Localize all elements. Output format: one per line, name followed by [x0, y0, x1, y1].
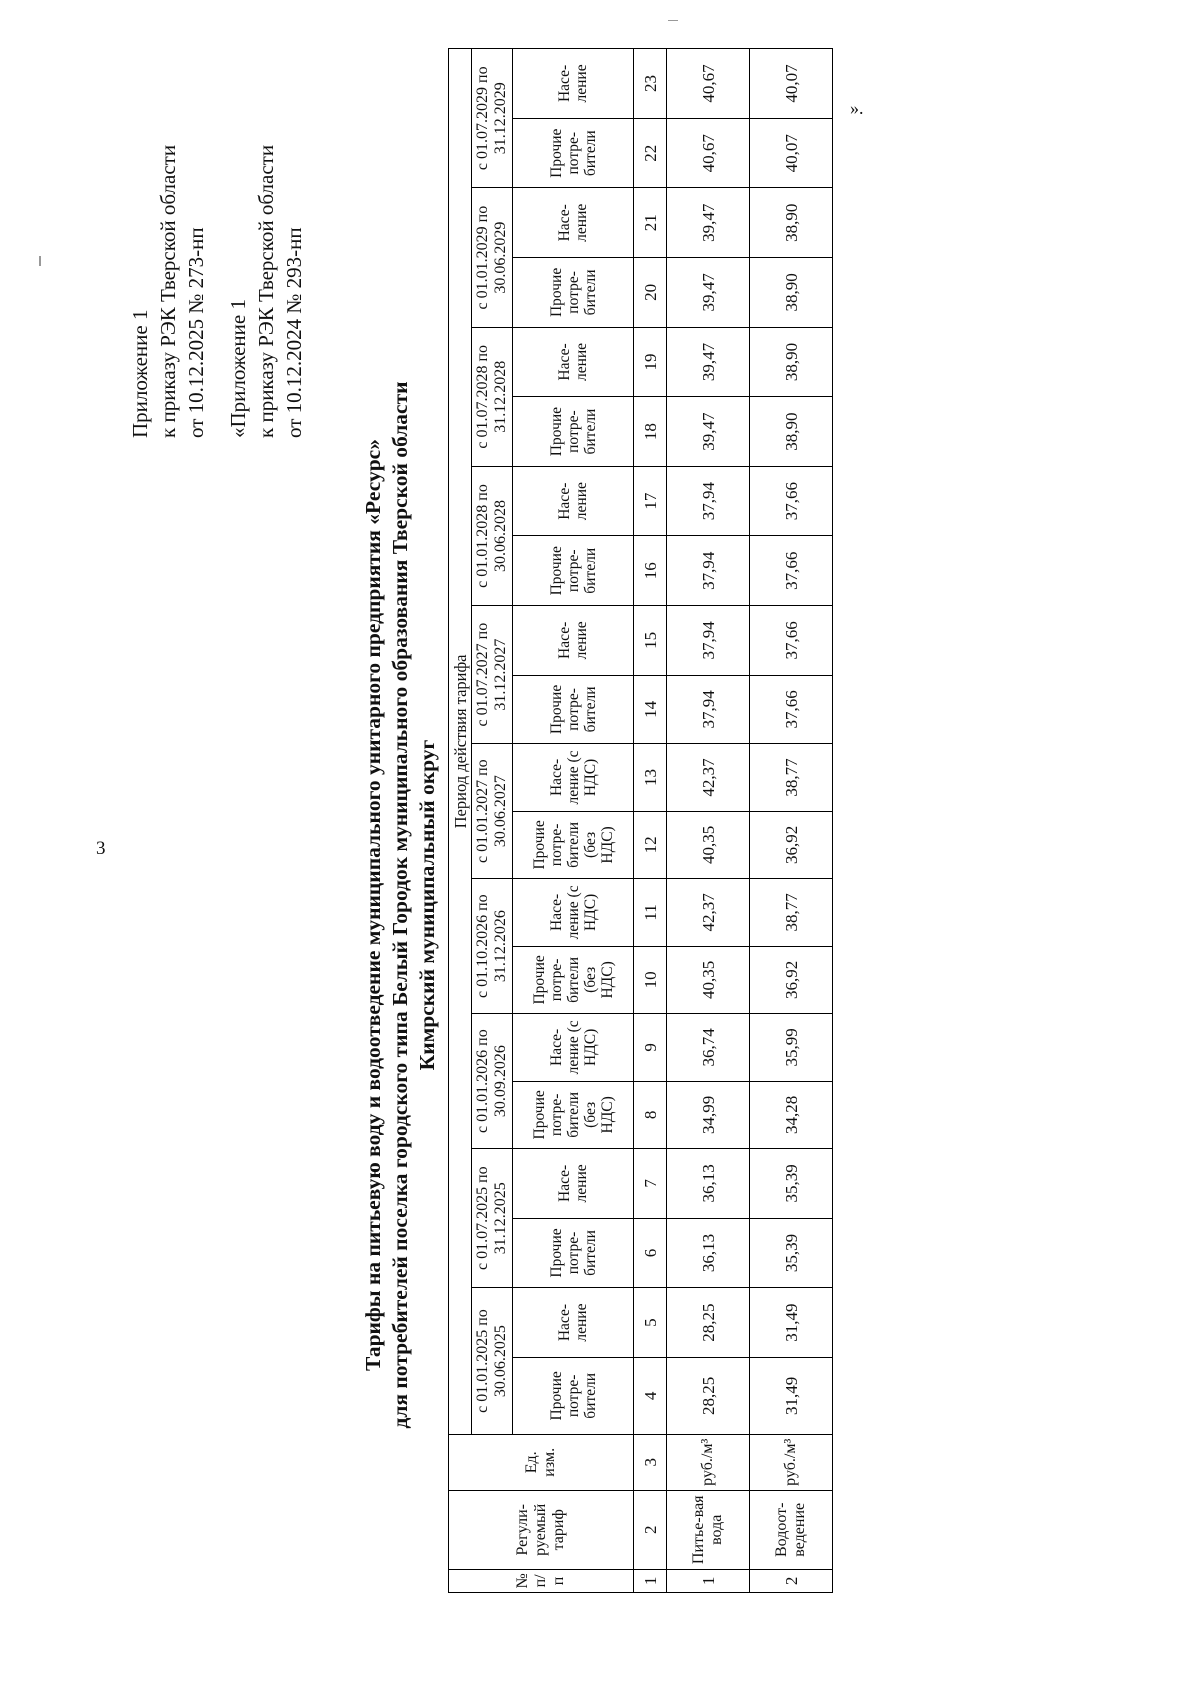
column-number: 20 [634, 258, 667, 328]
consumer-group: Насе-ление [513, 1288, 634, 1358]
tariff-value: 37,94 [667, 675, 750, 744]
column-number: 9 [634, 1014, 667, 1081]
consumer-group: Прочие потре-бители [513, 1357, 634, 1434]
tariff-value: 40,07 [750, 118, 833, 188]
tariff-value: 38,77 [750, 879, 833, 946]
tariff-value: 39,47 [667, 327, 750, 397]
column-number: 1 [634, 1569, 667, 1592]
consumer-group: Насе-ление [513, 49, 634, 119]
consumer-group: Прочие потре-бители [513, 118, 634, 188]
tariff-table [448, 48, 833, 1593]
header-unit: Ед. изм. [449, 1434, 634, 1490]
tariff-value: 36,13 [667, 1218, 750, 1288]
tariff-value: 36,74 [667, 1014, 750, 1081]
row-tariff: Питье-вая вода [667, 1490, 750, 1569]
tariff-value: 37,66 [750, 536, 833, 606]
column-number: 12 [634, 811, 667, 878]
tariff-value: 40,67 [667, 118, 750, 188]
period-date-range: с 01.01.2029 по 30.06.2029 [472, 188, 513, 327]
column-number: 3 [634, 1434, 667, 1490]
tariff-value: 38,90 [750, 258, 833, 328]
tariff-value: 37,66 [750, 675, 833, 744]
prev-appendix-line: «Приложение 1 [226, 299, 250, 438]
consumer-group: Насе-ление (с НДС) [513, 879, 634, 946]
period-date-range: с 01.07.2028 по 31.12.2028 [472, 327, 513, 466]
tariff-value: 34,28 [750, 1081, 833, 1148]
consumer-group: Насе-ление [513, 466, 634, 536]
column-number: 14 [634, 675, 667, 744]
column-number: 15 [634, 606, 667, 676]
column-number: 16 [634, 536, 667, 606]
title-line: Кимрский муниципальный округ [415, 739, 439, 1071]
tariff-value: 37,94 [667, 466, 750, 536]
consumer-group: Насе-ление [513, 606, 634, 676]
scan-mark [668, 20, 678, 21]
consumer-group: Насе-ление [513, 188, 634, 258]
tariff-value: 37,66 [750, 606, 833, 676]
prev-appendix-line: от 10.12.2024 № 293-нп [282, 227, 306, 438]
row-unit: руб./м³ [667, 1434, 750, 1490]
column-number: 11 [634, 879, 667, 946]
tariff-value: 35,99 [750, 1014, 833, 1081]
tariff-value: 37,94 [667, 606, 750, 676]
tariff-value: 40,35 [667, 946, 750, 1013]
scan-mark [39, 256, 41, 266]
consumer-group: Насе-ление (с НДС) [513, 1014, 634, 1081]
appendix-line: к приказу РЭК Тверской области [156, 144, 180, 438]
consumer-group: Прочие потре-бители (без НДС) [513, 946, 634, 1013]
consumer-group: Насе-ление [513, 1149, 634, 1219]
column-number: 5 [634, 1288, 667, 1358]
column-number: 7 [634, 1149, 667, 1219]
tariff-value: 28,25 [667, 1288, 750, 1358]
tariff-value: 38,77 [750, 744, 833, 811]
column-number: 2 [634, 1490, 667, 1569]
tariff-value: 37,94 [667, 536, 750, 606]
row-unit: руб./м³ [750, 1434, 833, 1490]
column-number: 13 [634, 744, 667, 811]
tariff-value: 34,99 [667, 1081, 750, 1148]
tariff-value: 37,66 [750, 466, 833, 536]
consumer-group: Насе-ление (с НДС) [513, 744, 634, 811]
period-date-range: с 01.01.2026 по 30.09.2026 [472, 1014, 513, 1149]
column-number: 10 [634, 946, 667, 1013]
tariff-value: 39,47 [667, 188, 750, 258]
period-date-range: с 01.07.2027 по 31.12.2027 [472, 606, 513, 744]
column-number: 8 [634, 1081, 667, 1148]
appendix-line: Приложение 1 [128, 309, 152, 438]
column-number: 17 [634, 466, 667, 536]
column-number: 4 [634, 1357, 667, 1434]
tariff-value: 31,49 [750, 1357, 833, 1434]
column-number: 21 [634, 188, 667, 258]
tariff-value: 36,13 [667, 1149, 750, 1219]
prev-appendix-line: к приказу РЭК Тверской области [254, 144, 278, 438]
tariff-value: 39,47 [667, 258, 750, 328]
column-number: 18 [634, 397, 667, 467]
consumer-group: Прочие потре-бители [513, 536, 634, 606]
consumer-group: Прочие потре-бители [513, 1218, 634, 1288]
tariff-value: 42,37 [667, 879, 750, 946]
tariff-value: 31,49 [750, 1288, 833, 1358]
column-number: 6 [634, 1218, 667, 1288]
consumer-group: Прочие потре-бители [513, 397, 634, 467]
tariff-value: 35,39 [750, 1218, 833, 1288]
period-date-range: с 01.10.2026 по 31.12.2026 [472, 879, 513, 1014]
period-date-range: с 01.07.2029 по 31.12.2029 [472, 49, 513, 189]
consumer-group: Прочие потре-бители [513, 258, 634, 328]
tariff-value: 36,92 [750, 811, 833, 878]
tariff-value: 40,07 [750, 49, 833, 119]
tariff-value: 40,35 [667, 811, 750, 878]
tariff-value: 38,90 [750, 327, 833, 397]
column-number: 19 [634, 327, 667, 397]
appendix-line: от 10.12.2025 № 273-нп [184, 227, 208, 438]
header-no: № п/ п [449, 1569, 634, 1592]
consumer-group: Прочие потре-бители (без НДС) [513, 1081, 634, 1148]
tariff-value: 38,90 [750, 188, 833, 258]
row-tariff: Водоот-ведение [750, 1490, 833, 1569]
tariff-value: 40,67 [667, 49, 750, 119]
row-no: 1 [667, 1569, 750, 1592]
table-row [750, 49, 833, 1593]
header-tariff: Регули-руемый тариф [449, 1490, 634, 1569]
tariff-value: 28,25 [667, 1357, 750, 1434]
tariff-value: 42,37 [667, 744, 750, 811]
column-number: 22 [634, 118, 667, 188]
consumer-group: Прочие потре-бители [513, 675, 634, 744]
period-date-range: с 01.07.2025 по 31.12.2025 [472, 1149, 513, 1288]
consumer-group: Прочие потре-бители (без НДС) [513, 811, 634, 878]
tariff-value: 39,47 [667, 397, 750, 467]
closing-quote: ». [850, 98, 864, 118]
period-date-range: с 01.01.2025 по 30.06.2025 [472, 1288, 513, 1435]
column-number: 23 [634, 49, 667, 119]
header-period: Период действия тарифа [449, 49, 472, 1435]
title-line: Тарифы на питьевую воду и водоотведение муниципального унитарного предприятия «Ресурс» [361, 439, 385, 1371]
row-no: 2 [750, 1569, 833, 1592]
consumer-group: Насе-ление [513, 327, 634, 397]
page-number: 3 [96, 838, 106, 859]
title-line: для потребителей поселка городского типа Белый Городок муниципального образования Тверской области [388, 381, 412, 1429]
tariff-value: 36,92 [750, 946, 833, 1013]
tariff-value: 38,90 [750, 397, 833, 467]
period-date-range: с 01.01.2027 по 30.06.2027 [472, 744, 513, 879]
table-row [667, 49, 750, 1593]
period-date-range: с 01.01.2028 по 30.06.2028 [472, 466, 513, 605]
tariff-value: 35,39 [750, 1149, 833, 1219]
